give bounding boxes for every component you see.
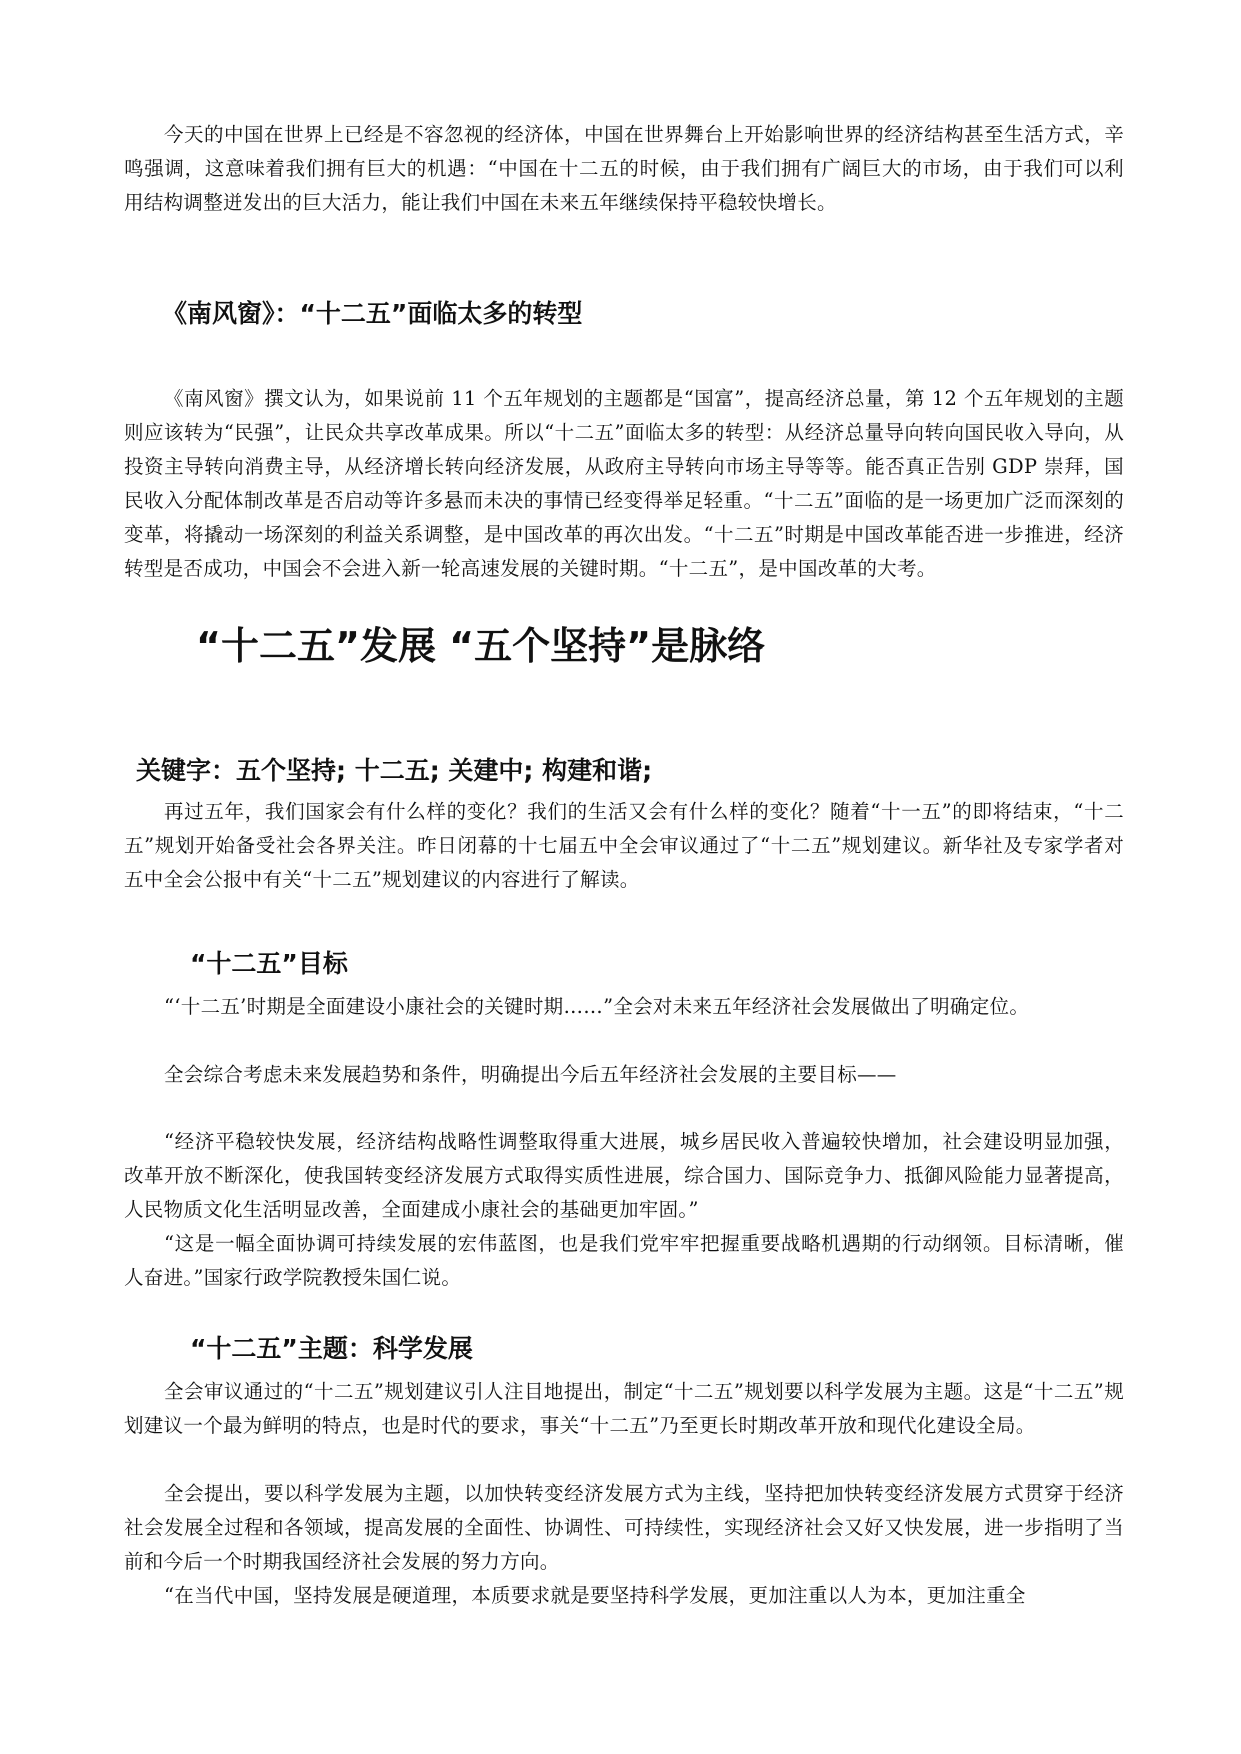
keywords-heading: 关键字：五个坚持; 十二五; 关建中; 构建和谐; [136,756,653,785]
goals-paragraph-4: “这是一幅全面协调可持续发展的宏伟蓝图，也是我们党牢牢把握重要战略机遇期的行动纲领。目标清晰，催人奋进。”国家行政学院教授朱国仁说。 [124,1232,1124,1289]
intro-paragraph: 今天的中国在世界上已经是不容忽视的经济体，中国在世界舞台上开始影响世界的经济结构甚至生活方式，辛鸣强调，这意味着我们拥有巨大的机遇：“中国在十二五的时候，由于我们拥有广阔巨大的市场，由于我们可以利用结构调整迸发出的巨大活力，能让我们中国在未来五年继续保持平稳较快增长。 [124,123,1124,214]
goals-heading: “十二五”目标 [190,949,348,978]
keywords-paragraph: 再过五年，我们国家会有什么样的变化？我们的生活又会有什么样的变化？随着“十一五”的即将结束，“十二五”规划开始备受社会各界关注。昨日闭幕的十七届五中全会审议通过了“十二五”规划建议。新华社及专家学者对五中全会公报中有关“十二五”规划建议的内容进行了解读。 [124,800,1124,891]
theme-paragraph-1: 全会审议通过的“十二五”规划建议引人注目地提出，制定“十二五”规划要以科学发展为主题。这是“十二五”规划建议一个最为鲜明的特点，也是时代的要求，事关“十二五”乃至更长时期改革开放和现代化建设全局。 [124,1380,1124,1437]
main-title: “十二五”发展 “五个坚持”是脉络 [196,624,766,668]
goals-paragraph-3: “经济平稳较快发展，经济结构战略性调整取得重大进展，城乡居民收入普遍较快增加，社会建设明显加强，改革开放不断深化，使我国转变经济发展方式取得实质性进展，综合国力、国际竞争力、抵御风险能力显著提高，人民物质文化生活明显改善，全面建成小康社会的基础更加牢固。” [124,1130,1124,1221]
nanfengchuang-heading: 《南风窗》：“十二五”面临太多的转型 [162,299,583,328]
theme-heading: “十二五”主题：科学发展 [190,1334,473,1363]
goals-paragraph-2: 全会综合考虑未来发展趋势和条件，明确提出今后五年经济社会发展的主要目标—— [164,1063,897,1086]
goals-paragraph-1: “‘十二五’时期是全面建设小康社会的关键时期……”全会对未来五年经济社会发展做出了明确定位。 [164,995,1030,1018]
nanfengchuang-paragraph: 《南风窗》撰文认为，如果说前 11 个五年规划的主题都是“国富”，提高经济总量，第 12 个五年规划的主题则应该转为“民强”，让民众共享改革成果。所以“十二五”面临太多的转型：从经济总量导向转向国民收入导向，从投资主导转向消费主导，从经济增长转向经济发展，从政府主导转向市场主导等等。能否真正告别 GDP 崇拜，国民收入分配体制改革是否启动等许多悬而未决的事情已经变得举足轻重。“十二五”面临的是一场更加广泛而深刻的变革，将撬动一场深刻的利益关系调整，是中国改革的再次出发。“十二五”时期是中国改革能否进一步推进，经济转型是否成功，中国会不会进入新一轮高速发展的关键时期。“十二五”，是中国改革的大考。 [124,387,1124,580]
theme-paragraph-3: “在当代中国，坚持发展是硬道理，本质要求就是要坚持科学发展，更加注重以人为本，更加注重全 [164,1584,1026,1607]
theme-paragraph-2: 全会提出，要以科学发展为主题，以加快转变经济发展方式为主线，坚持把加快转变经济发展方式贯穿于经济社会发展全过程和各领域，提高发展的全面性、协调性、可持续性，实现经济社会又好又快发展，进一步指明了当前和今后一个时期我国经济社会发展的努力方向。 [124,1482,1124,1573]
